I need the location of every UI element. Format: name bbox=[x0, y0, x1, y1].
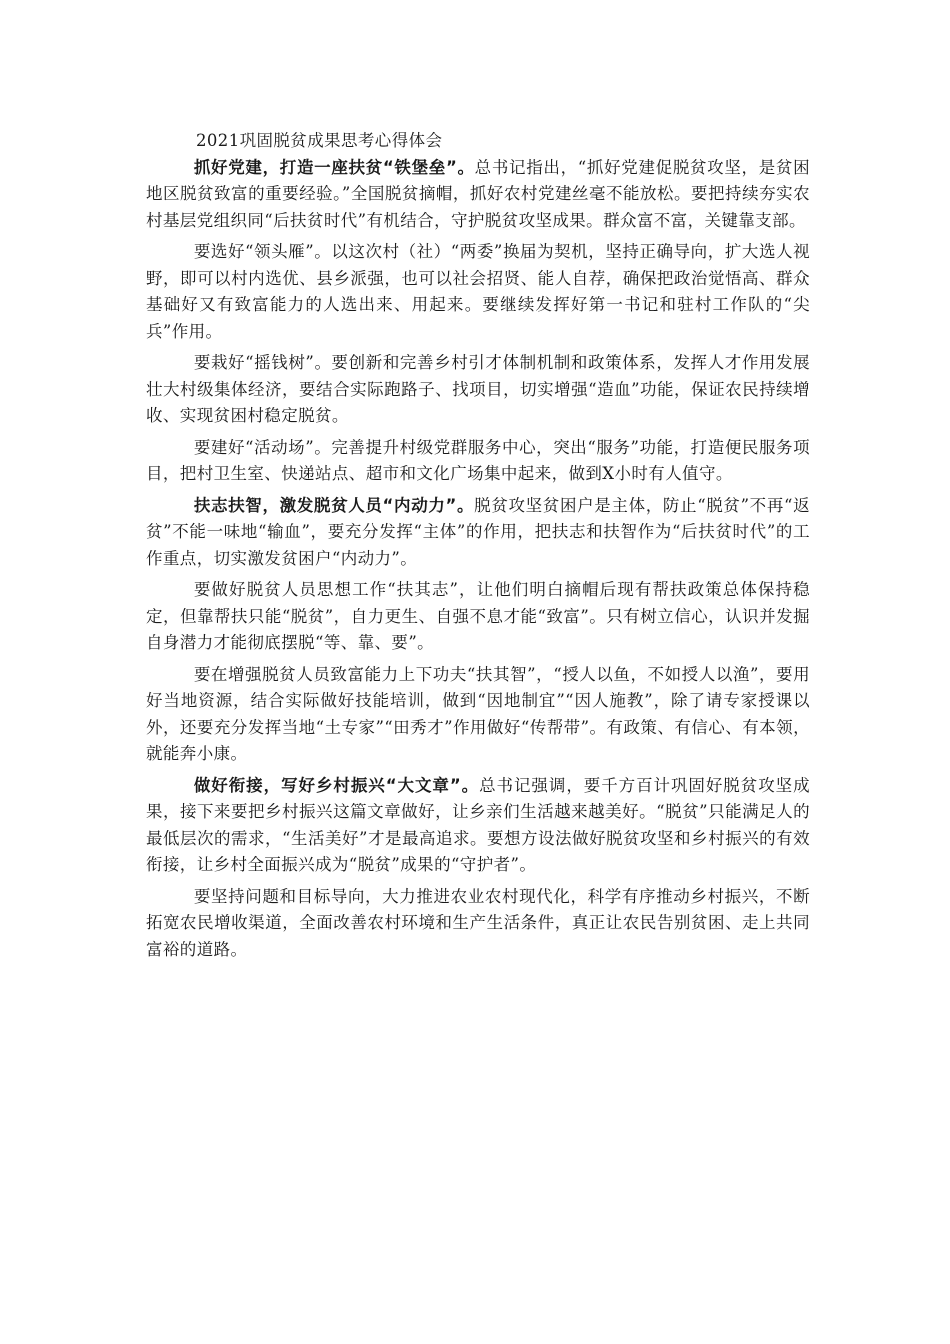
paragraph-6 bbox=[146, 577, 810, 657]
paragraph-text: 脱贫攻坚贫困户是主体，防止“脱贫”不再“返贫”不能一味地“输血”，要充分发挥“主体”的作用，把扶志和扶智作为“后扶贫时代”的工作重点，切实激发贫困户“内动力”。 bbox=[146, 495, 810, 568]
section-heading-2: 扶志扶智，激发脱贫人员“内动力”。 bbox=[193, 495, 475, 515]
paragraph-text: 要在增强脱贫人员致富能力上下功夫“扶其智”，“授人以鱼，不如授人以渔”，要用好当地资源，结合实际做好技能培训，做到“因地制宜”“因人施教”，除了请专家授课以外，还要充分发挥当地“土专家”“田秀才”作用做好“传帮带”。有政策、有信心、有本领，就能奔小康。 bbox=[146, 664, 810, 763]
paragraph-2 bbox=[146, 239, 810, 345]
paragraph-text: 要坚持问题和目标导向，大力推进农业农村现代化，科学有序推动乡村振兴，不断拓宽农民增收渠道，全面改善农村环境和生产生活条件，真正让农民告别贫困、走上共同富裕的道路。 bbox=[146, 886, 810, 959]
document-body bbox=[146, 128, 810, 968]
paragraph-text: 总书记指出，“抓好党建促脱贫攻坚，是贫困地区脱贫致富的重要经验。”全国脱贫摘帽，抓好农村党建丝毫不能放松。要把持续夯实农村基层党组织同“后扶贫时代”有机结合，守护脱贫攻坚成果。群众富不富，关键靠支部。 bbox=[146, 157, 811, 230]
paragraph-4 bbox=[146, 435, 810, 488]
paragraph-1 bbox=[146, 155, 810, 235]
section-heading-3: 做好衔接，写好乡村振兴“大文章”。 bbox=[193, 775, 480, 795]
paragraph-3 bbox=[146, 350, 810, 430]
paragraph-text: 要建好“活动场”。完善提升村级党群服务中心，突出“服务”功能，打造便民服务项目，把村卫生室、快递站点、超市和文化广场集中起来，做到X小时有人值守。 bbox=[146, 437, 810, 483]
paragraph-5 bbox=[146, 493, 810, 573]
paragraph-text: 要栽好“摇钱树”。要创新和完善乡村引才体制机制和政策体系，发挥人才作用发展壮大村级集体经济，要结合实际跑路子、找项目，切实增强“造血”功能，保证农民持续增收、实现贫困村稳定脱贫。 bbox=[146, 353, 810, 425]
paragraph-9 bbox=[146, 884, 810, 964]
paragraph-text: 总书记强调，要千方百计巩固好脱贫攻坚成果，接下来要把乡村振兴这篇文章做好，让乡亲们生活越来越美好。“脱贫”只能满足人的最低层次的需求，“生活美好”才是最高追求。要想方设法做好脱贫攻坚和乡村振兴的有效衔接，让乡村全面振兴成为“脱贫”成果的“守护者”。 bbox=[146, 775, 810, 874]
section-heading-1: 抓好党建，打造一座扶贫“铁堡垒”。 bbox=[193, 157, 475, 177]
document-title: 2021巩固脱贫成果思考心得体会 bbox=[196, 131, 443, 150]
paragraph-text: 要选好“领头雁”。以这次村（社）“两委”换届为契机，坚持正确导向，扩大选人视野，即可以村内选优、县乡派强，也可以社会招贤、能人自荐，确保把政治觉悟高、群众基础好又有致富能力的人选出来、用起来。要继续发挥好第一书记和驻村工作队的“尖兵”作用。 bbox=[146, 242, 810, 341]
paragraph-8 bbox=[146, 773, 810, 879]
paragraph-text: 要做好脱贫人员思想工作“扶其志”，让他们明白摘帽后现有帮扶政策总体保持稳定，但靠帮扶只能“脱贫”，自力更生、自强不息才能“致富”。只有树立信心，认识并发掘自身潜力才能彻底摆脱“等、靠、要”。 bbox=[146, 580, 810, 652]
paragraph-7 bbox=[146, 662, 810, 768]
